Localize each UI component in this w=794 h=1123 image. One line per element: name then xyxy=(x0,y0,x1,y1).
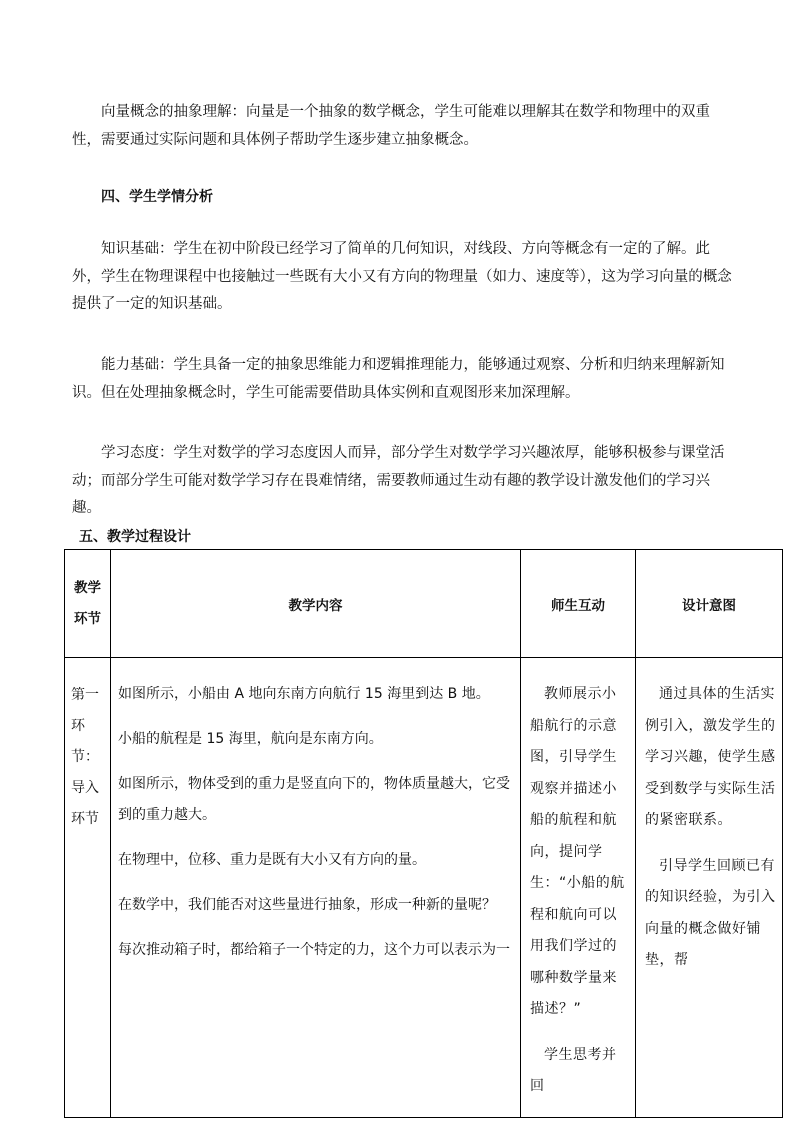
paragraph-knowledge-basis xyxy=(72,236,732,319)
table-row xyxy=(65,658,783,1118)
header-intent: 设计意图 xyxy=(636,550,783,658)
content-line: 在数学中，我们能否对这些量进行抽象，形成一种新的量呢？ xyxy=(118,897,496,913)
stage-cell: 第一环节：导入环节 xyxy=(65,658,111,1118)
header-stage xyxy=(65,550,111,658)
content-line: 小船的航程是 15 海里，航向是东南方向。 xyxy=(118,731,383,747)
header-stage-line2: 环节 xyxy=(74,610,101,627)
intent-line: 通过具体的生活实例引入，激发学生的学习兴趣，使学生感受到数学与实际生活的紧密联系。 xyxy=(645,686,776,828)
content-line: 如图所示，物体受到的重力是竖直向下的，物体质量越大，它受到的重力越大。 xyxy=(118,776,510,823)
header-content: 教学内容 xyxy=(111,550,521,658)
paragraph-text: 学习态度：学生对数学的学习态度因人而异，部分学生对数学学习兴趣浓厚，能够积极参与课堂活动；而部分学生可能对数学学习存在畏难情绪，需要教师通过生动有趣的教学设计激发他们的学习兴趣。 xyxy=(72,445,725,516)
header-stage-line1: 教学 xyxy=(74,579,101,596)
section-heading-4: 四、学生学情分析 xyxy=(101,189,213,205)
paragraph-text: 能力基础：学生具备一定的抽象思维能力和逻辑推理能力，能够通过观察、分析和归纳来理解新知识。但在处理抽象概念时，学生可能需要借助具体实例和直观图形来加深理解。 xyxy=(72,357,725,401)
content-line: 在物理中，位移、重力是既有大小又有方向的量。 xyxy=(118,852,426,868)
paragraph-learning-attitude xyxy=(72,440,732,523)
header-interaction: 师生互动 xyxy=(521,550,636,658)
content-line: 如图所示，小船由 A 地向东南方向航行 15 海里到达 B 地。 xyxy=(118,686,490,702)
teaching-process-table xyxy=(64,549,783,1118)
intent-line: 引导学生回顾已有的知识经验，为引入向量的概念做好铺垫，帮 xyxy=(645,857,776,968)
paragraph-text: 知识基础：学生在初中阶段已经学习了简单的几何知识，对线段、方向等概念有一定的了解。此外，学生在物理课程中也接触过一些既有大小又有方向的物理量（如力、速度等），这为学习向量的概念提供了一定的知识基础。 xyxy=(72,241,732,312)
table-header-row xyxy=(65,550,783,658)
paragraph-abstract-understanding xyxy=(72,99,732,154)
section-heading-5: 五、教学过程设计 xyxy=(79,529,191,545)
paragraph-ability-basis xyxy=(72,352,732,407)
intent-cell xyxy=(636,658,783,1118)
interaction-cell xyxy=(521,658,636,1118)
paragraph-text: 向量概念的抽象理解：向量是一个抽象的数学概念，学生可能难以理解其在数学和物理中的双重性，需要通过实际问题和具体例子帮助学生逐步建立抽象概念。 xyxy=(72,104,710,148)
content-cell xyxy=(111,658,521,1118)
content-line: 每次推动箱子时，都给箱子一个特定的力，这个力可以表示为一 xyxy=(118,942,510,958)
interaction-line: 教师展示小船航行的示意图，引导学生观察并描述小船的航程和航向，提问学生：“小船的航程和航向可以用我们学过的哪种数学量来描述？” xyxy=(530,686,625,1017)
interaction-line: 学生思考并回 xyxy=(530,1046,617,1094)
